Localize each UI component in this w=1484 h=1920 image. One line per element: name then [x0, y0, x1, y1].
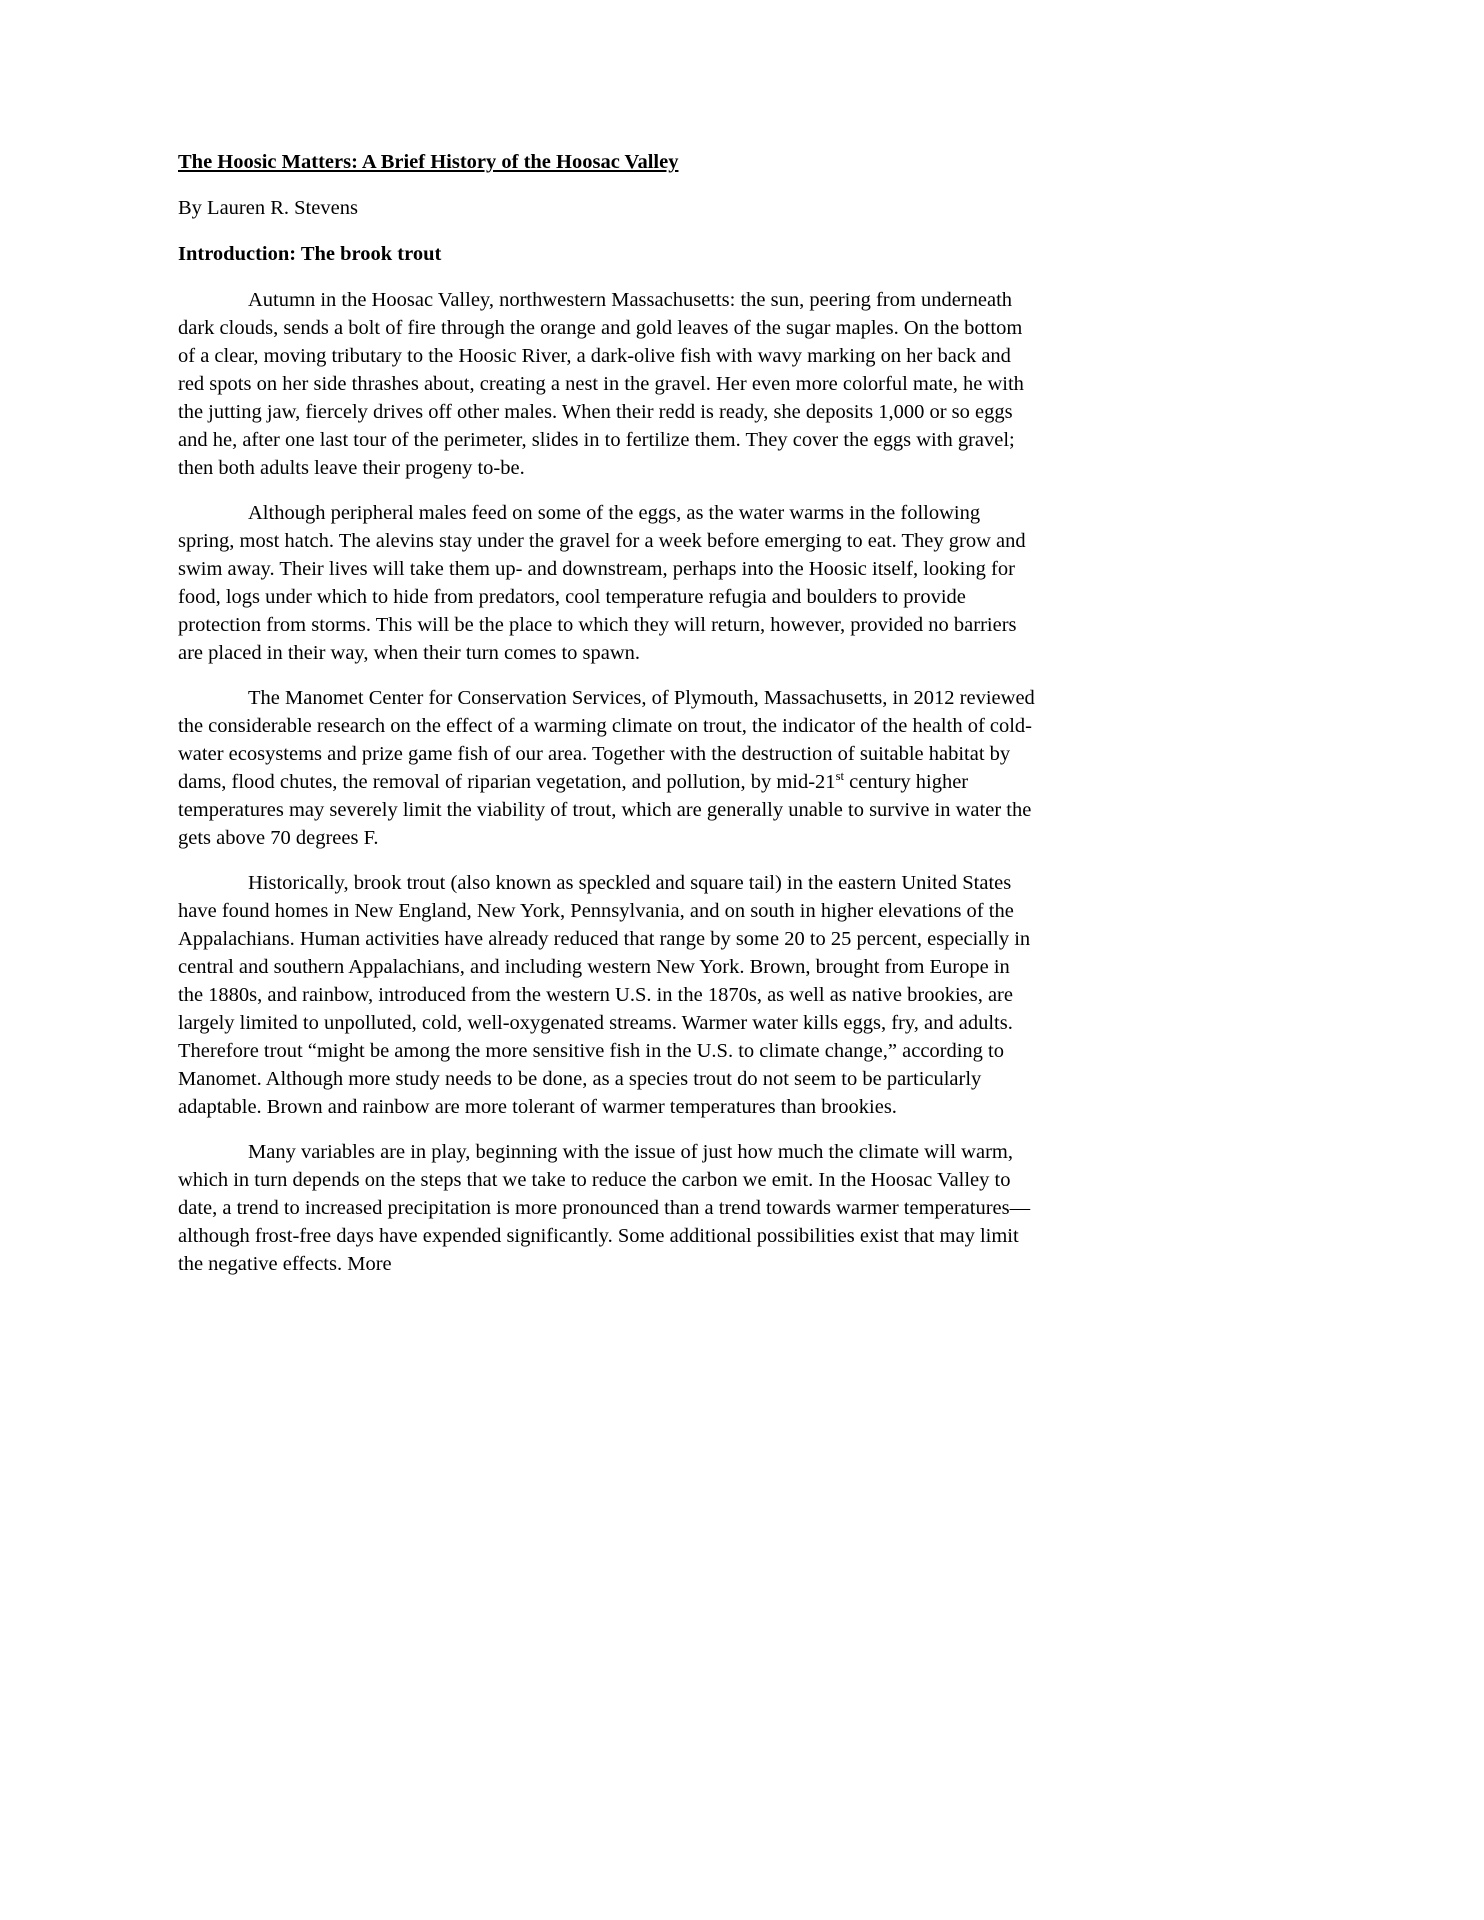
paragraph-3 — [178, 684, 1036, 852]
paragraph-3-text-before-superscript: The Manomet Center for Conservation Services, of Plymouth, Massachusetts, in 2012 reviewed the considerable research on the effect of a warming climate on trout, the indicator of the health of cold-water ecosystems and prize game fish of our area. Together with the destruction of suitable habitat by dams, flood chutes, the removal of riparian vegetation, and pollution, by mid-21 — [178, 687, 1035, 793]
paragraph-2: Although peripheral males feed on some of the eggs, as the water warms in the following spring, most hatch. The alevins stay under the gravel for a week before emerging to eat. They grow and swim away. Their lives will take them up- and downstream, perhaps into the Hoosic itself, looking for food, logs under which to hide from predators, cool temperature refugia and boulders to provide protection from storms. This will be the place to which they will return, however, provided no barriers are placed in their way, when their turn comes to spawn. — [178, 502, 1026, 664]
author-byline: By Lauren R. Stevens — [178, 197, 358, 219]
document-title: The Hoosic Matters: A Brief History of the Hoosac Valley — [178, 151, 679, 173]
section-heading: Introduction: The brook trout — [178, 243, 442, 265]
ordinal-superscript: st — [835, 769, 845, 784]
document-content — [178, 148, 1036, 1278]
paragraph-5: Many variables are in play, beginning with the issue of just how much the climate will warm, which in turn depends on the steps that we take to reduce the carbon we emit. In the Hoosac Valley to date, a trend to increased precipitation is more pronounced than a trend towards warmer temperatures—although frost-free days have expended significantly. Some additional possibilities exist that may limit the negative effects. More — [178, 1141, 1031, 1275]
paragraph-4: Historically, brook trout (also known as speckled and square tail) in the eastern United States have found homes in New England, New York, Pennsylvania, and on south in higher elevations of the Appalachians. Human activities have already reduced that range by some 20 to 25 percent, especially in central and southern Appalachians, and including western New York. Brown, brought from Europe in the 1880s, and rainbow, introduced from the western U.S. in the 1870s, as well as native brookies, are largely limited to unpolluted, cold, well-oxygenated streams. Warmer water kills eggs, fry, and adults. Therefore trout “might be among the more sensitive fish in the U.S. to climate change,” according to Manomet. Although more study needs to be done, as a species trout do not seem to be particularly adaptable. Brown and rainbow are more tolerant of warmer temperatures than brookies. — [178, 872, 1031, 1118]
paragraph-1: Autumn in the Hoosac Valley, northwestern Massachusetts: the sun, peering from underneath dark clouds, sends a bolt of fire through the orange and gold leaves of the sugar maples. On the bottom of a clear, moving tributary to the Hoosic River, a dark-olive fish with wavy marking on her back and red spots on her side thrashes about, creating a nest in the gravel. Her even more colorful mate, he with the jutting jaw, fiercely drives off other males. When their redd is ready, she deposits 1,000 or so eggs and he, after one last tour of the perimeter, slides in to fertilize them. They cover the eggs with gravel; then both adults leave their progeny to-be. — [178, 289, 1024, 479]
paragraph-3-text-after-superscript: century higher temperatures may severely limit the viability of trout, which are generally unable to survive in water the gets above 70 degrees F. — [178, 771, 1032, 849]
